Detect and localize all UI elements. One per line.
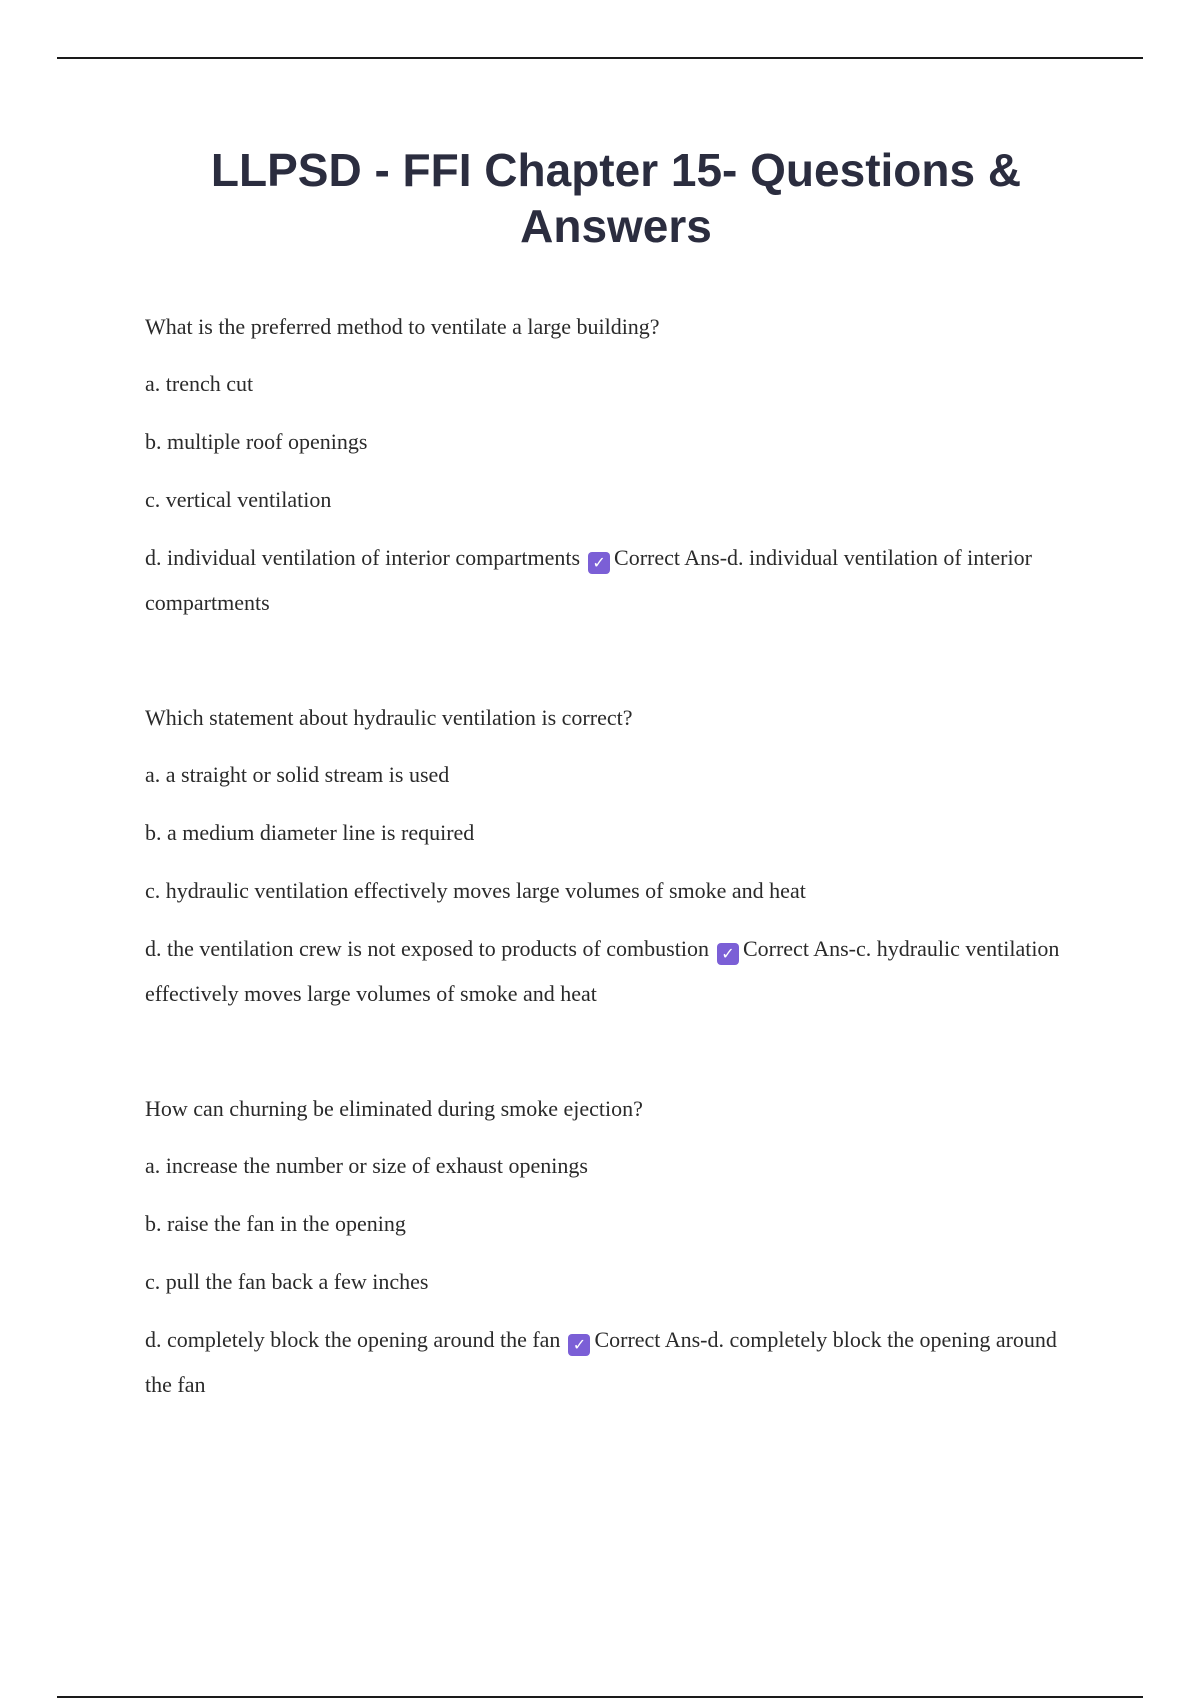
- option-c: c. vertical ventilation: [145, 487, 332, 512]
- option-d-with-answer: [145, 535, 1085, 625]
- correct-answer: Correct Ans-d. completely block the opening around the fan: [145, 1327, 1057, 1397]
- option-b: b. multiple roof openings: [145, 429, 368, 454]
- option-b: b. a medium diameter line is required: [145, 820, 475, 845]
- check-box-icon: ✓: [717, 943, 739, 965]
- option-c: c. pull the fan back a few inches: [145, 1269, 429, 1294]
- question-block-2: [145, 703, 1085, 1016]
- option-d-with-answer: [145, 926, 1085, 1016]
- question-text: What is the preferred method to ventilate a large building?: [145, 314, 660, 339]
- top-divider: [57, 57, 1143, 59]
- check-box-icon: ✓: [568, 1334, 590, 1356]
- option-d-with-answer: [145, 1317, 1085, 1407]
- option-d: d. completely block the opening around the fan: [145, 1327, 561, 1352]
- option-b: b. raise the fan in the opening: [145, 1211, 406, 1236]
- check-box-icon: ✓: [588, 552, 610, 574]
- question-text: Which statement about hydraulic ventilation is correct?: [145, 705, 633, 730]
- bottom-divider: [57, 1696, 1143, 1698]
- option-d: d. the ventilation crew is not exposed to products of combustion: [145, 936, 709, 961]
- option-a: a. a straight or solid stream is used: [145, 762, 450, 787]
- question-block-3: [145, 1094, 1085, 1407]
- page-title: LLPSD - FFI Chapter 15- Questions & Answers: [210, 144, 1022, 252]
- correct-answer: Correct Ans-c. hydraulic ventilation effectively moves large volumes of smoke and heat: [145, 936, 1060, 1006]
- question-block-1: [145, 312, 1085, 625]
- question-text: How can churning be eliminated during smoke ejection?: [145, 1096, 643, 1121]
- option-d: d. individual ventilation of interior compartments: [145, 545, 581, 570]
- correct-answer: Correct Ans-d. individual ventilation of interior compartments: [145, 545, 1032, 615]
- questions-list: [145, 312, 1085, 1485]
- option-c: c. hydraulic ventilation effectively moves large volumes of smoke and heat: [145, 878, 806, 903]
- option-a: a. trench cut: [145, 371, 254, 396]
- option-a: a. increase the number or size of exhaust openings: [145, 1153, 588, 1178]
